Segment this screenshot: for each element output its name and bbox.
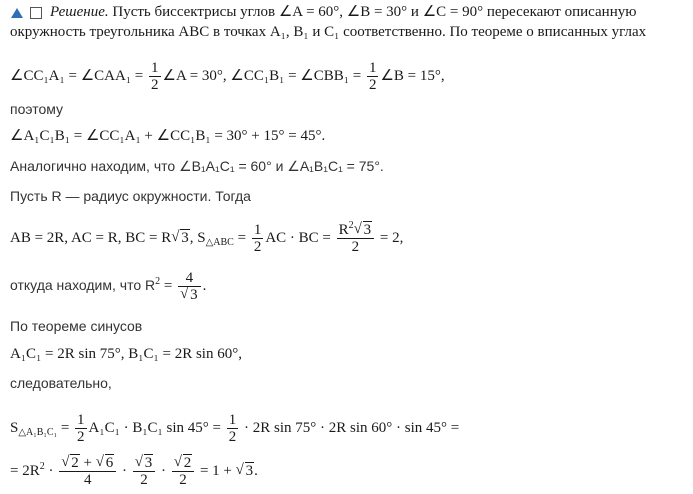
expand-triangle-icon[interactable] — [11, 8, 23, 18]
text-consequently: следовательно, — [10, 375, 112, 391]
sqrt-symbol: √ 3 — [171, 229, 190, 247]
eq7-fraction-3: √ $\frac{2}{2}$ — [172, 455, 195, 488]
equation-r-squared: откуда находим, что $R^2$ = 4 √ 3 . — [10, 270, 206, 303]
eq3-half: $\frac{1}{2}$ — [253, 222, 262, 255]
eq6-fraction-2: $\frac{1}{2}$ — [228, 412, 237, 445]
eq1-fraction: $\frac{1}{2}$ — [151, 60, 159, 93]
eq4-fraction: 4 √ 3 — [178, 270, 201, 303]
solution-intro — [50, 3, 636, 21]
equation-result: = $2R^2$ · √ $\frac{2 + √ 6}{4}$ · √ $\frac{3}{2}$ · √ $\frac{2}{2}$ = 1 + √ 3. — [10, 455, 258, 488]
text-radius: Пусть R — радиус окружности. Тогда — [10, 188, 251, 204]
eq1-left: ∠CC₁A₁ = ∠CAA₁ = — [10, 67, 148, 84]
equation-sines: A₁C₁ = 2R sin 75°, B₁C₁ = 2R sin 60°, — [10, 346, 242, 362]
eq1-fraction-2: $\frac{1}{2}$ — [368, 60, 377, 93]
solution-label: Решение. — [50, 4, 109, 20]
eq3-fraction: $\frac{R^2√ 3}{2}$ — [337, 222, 375, 255]
intro-text: Пусть биссектрисы углов ∠A = 60°, ∠B = 30° и ∠C = 90° пересекают описанную — [108, 4, 637, 20]
checkbox-icon[interactable] — [30, 7, 42, 19]
equation-final-area: $S_{\triangle A_1B_1C_1}$ = $\frac{1}{2}$ A₁C₁ · B₁C₁ sin 45° = $\frac{1}{2}$ · 2R sin 75° · 2R sin 60° · sin 45° = — [10, 412, 460, 445]
equation-angle-sum: ∠A₁C₁B₁ = ∠CC₁A₁ + ∠CC₁B₁ = 30° + 15° = 45°. — [10, 128, 326, 144]
eq1-mid: ∠A = 30°, ∠CC₁B₁ = ∠CBB₁ = — [162, 67, 365, 84]
text-sines: По теореме синусов — [10, 318, 143, 334]
eq7-fraction-2: √ $\frac{3}{2}$ — [133, 455, 156, 488]
final-area-subscript: △A₁B₁C₁ — [18, 426, 58, 438]
eq3-sides: AB = 2R, AC = R, BC = R — [10, 229, 172, 246]
text-therefore: поэтому — [10, 101, 64, 117]
equation-area: AB = 2R, AC = R, BC = R√ 3, $S_{\triangle ABC}$ = $\frac{1}{2}$ AC · BC = $\frac{R^2√ 3}{2}$ = 2, — [10, 222, 403, 255]
text-similarly: Аналогично находим, что ∠B₁A₁C₁ = 60° и ∠A₁B₁C₁ = 75°. — [10, 158, 384, 174]
eq4-text: откуда находим, что R — [10, 276, 156, 293]
intro-line-2: окружность треугольника ABC в точках A₁, B₁ и C₁ соответственно. По теореме о вписанных углах — [10, 24, 647, 40]
eq6-fraction-1: $\frac{1}{2}$ — [77, 412, 85, 445]
eq1-right: ∠B = 15°, — [380, 67, 445, 84]
eq7-fraction-1: √ $\frac{2 + √ 6}{4}$ — [59, 455, 116, 488]
equation-inscribed-angles — [10, 60, 445, 93]
area-subscript: △ABC — [205, 236, 234, 248]
